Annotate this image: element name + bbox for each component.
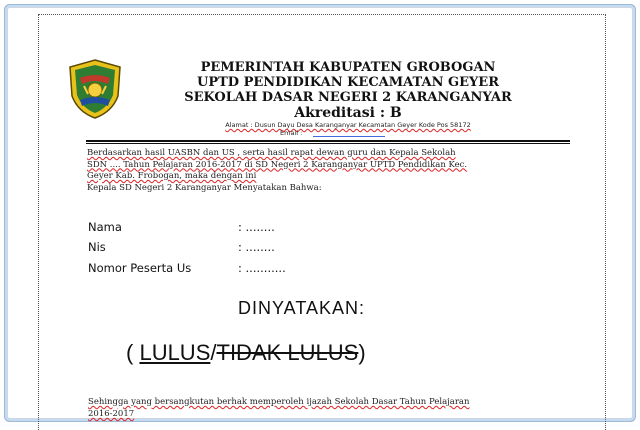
graduation-status xyxy=(126,340,366,366)
exam-number-value: : ........... xyxy=(238,261,286,275)
intro-paragraph xyxy=(87,148,567,194)
intro-line-3: Geyer Kab. Frobogan, maka dengan ini xyxy=(87,171,257,181)
government-title: PEMERINTAH KABUPATEN GROBOGAN xyxy=(200,60,496,75)
closing-line-2: 2016-2017 xyxy=(88,409,135,419)
declaration-heading: DINYATAKAN: xyxy=(238,298,366,318)
exam-number-label: Nomor Peserta Us xyxy=(88,261,192,275)
name-label: Nama xyxy=(88,220,122,234)
closing-line-1: Sehingga yang bersangkutan berhak memperoleh ijazah Sekolah Dasar Tahun Pelajaran xyxy=(88,397,470,407)
education-office-title: UPTD PENDIDIKAN KECAMATAN GEYER xyxy=(197,75,499,90)
regency-emblem-logo xyxy=(66,58,124,120)
status-close-paren: ) xyxy=(358,340,366,365)
name-value: : ........ xyxy=(238,220,275,234)
status-open-paren: ( xyxy=(126,340,140,365)
school-name: SEKOLAH DASAR NEGERI 2 KARANGANYAR xyxy=(184,90,512,105)
status-pass: LULUS xyxy=(139,340,211,365)
school-address: Alamat : Dusun Dayu Desa Karanganyar Kecamatan Geyer Kode Pos 58172 xyxy=(225,121,471,129)
status-slash: / xyxy=(210,340,217,365)
intro-line-1: Berdasarkan hasil UASBN dan US , serta hasil rapat dewan guru dan Kepala Sekolah xyxy=(87,148,456,158)
closing-paragraph xyxy=(88,396,568,420)
status-fail: TIDAK LULUS xyxy=(216,340,359,365)
accreditation: Akreditasi : B xyxy=(294,105,402,121)
intro-line-2: SDN .... Tahun Pelajaran 2016-2017 di SD Negeri 2 Karanganyar UPTD Pendidikan Kec. xyxy=(87,159,468,170)
email-link-line xyxy=(313,136,385,137)
nis-value: : ........ xyxy=(238,240,275,254)
email-label: Email : xyxy=(280,129,303,137)
header-rule-thin xyxy=(86,143,570,144)
nis-label: Nis xyxy=(88,240,106,254)
intro-line-4: Kepala SD Negeri 2 Karanganyar Menyatakan Bahwa: xyxy=(87,182,322,193)
header-rule-thick xyxy=(86,140,570,142)
